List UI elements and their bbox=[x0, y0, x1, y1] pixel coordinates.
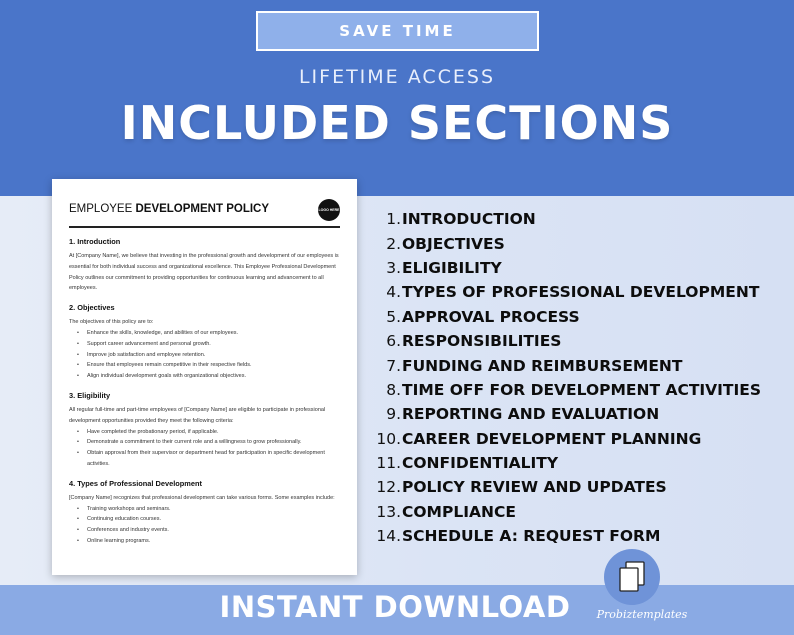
document-paragraph: At [Company Name], we believe that investing in the professional growth and development of our employees is essential for both individual success and organizational excellence. This Employee Professional Development Policy outlines our commitment to providing opportunities for continuous learning and advancement to all employees. bbox=[69, 253, 339, 292]
section-number: 2. bbox=[386, 234, 401, 253]
section-label: OBJECTIVES bbox=[402, 234, 505, 253]
section-number: 3. bbox=[386, 258, 401, 277]
document-bullet: • Demonstrate a commitment to their current role and a willingness to grow professionally. bbox=[69, 437, 340, 448]
document-bullet: • Have completed the probationary period, if applicable. bbox=[69, 427, 340, 438]
section-label: COMPLIANCE bbox=[402, 502, 516, 521]
section-label: TYPES OF PROFESSIONAL DEVELOPMENT bbox=[402, 283, 760, 302]
document-bullet: • Continuing education courses. bbox=[69, 514, 340, 525]
section-number: 9. bbox=[386, 405, 401, 424]
section-label: TIME OFF FOR DEVELOPMENT ACTIVITIES bbox=[402, 380, 762, 399]
section-number: 13. bbox=[376, 502, 401, 521]
section-list-item bbox=[372, 427, 782, 451]
section-list-item bbox=[372, 475, 782, 499]
section-number: 14. bbox=[376, 527, 401, 546]
section-label: INTRODUCTION bbox=[402, 210, 536, 229]
section-number: 7. bbox=[386, 356, 401, 375]
section-label: CONFIDENTIALITY bbox=[402, 454, 559, 473]
section-label: CAREER DEVELOPMENT PLANNING bbox=[402, 429, 702, 448]
section-list-item bbox=[372, 280, 782, 304]
document-bullet: • Ensure that employees remain competitive in their respective fields. bbox=[69, 360, 340, 371]
section-label: ELIGIBILITY bbox=[402, 258, 502, 277]
document-bullet: • Enhance the skills, knowledge, and abilities of our employees. bbox=[69, 328, 340, 339]
document-paragraph: [Company Name] recognizes that professional development can take various forms. Some examples include: bbox=[69, 494, 335, 501]
document-bullet: • Support career advancement and personal growth. bbox=[69, 339, 340, 350]
section-label: RESPONSIBILITIES bbox=[402, 332, 562, 351]
section-number: 5. bbox=[386, 307, 401, 326]
document-paragraph: The objectives of this policy are to: bbox=[69, 319, 154, 326]
document-section-heading: 3. Eligibility bbox=[69, 390, 111, 400]
save-time-badge bbox=[256, 11, 539, 51]
section-number: 6. bbox=[386, 332, 401, 351]
section-list-item bbox=[372, 402, 782, 426]
section-list-item bbox=[372, 500, 782, 524]
document-section-heading: 2. Objectives bbox=[69, 303, 115, 313]
document-section-heading: 1. Introduction bbox=[69, 237, 121, 246]
title-divider bbox=[69, 226, 340, 228]
section-list-item bbox=[372, 353, 782, 377]
section-list-item bbox=[372, 207, 782, 231]
section-number: 11. bbox=[376, 454, 401, 473]
logo-placeholder-text: LOGO HERE bbox=[318, 208, 340, 212]
document-paragraph: All regular full-time and part-time employees of [Company Name] are eligible to participate in professional development opportunities provided they meet the following criteria: bbox=[69, 406, 326, 424]
document-section-heading: 4. Types of Professional Development bbox=[69, 478, 202, 488]
included-sections-list bbox=[372, 207, 782, 548]
section-list-item bbox=[372, 451, 782, 475]
section-number: 4. bbox=[386, 283, 401, 302]
document-title-bold: DEVELOPMENT POLICY bbox=[135, 203, 270, 215]
page-title: INCLUDED SECTIONS bbox=[120, 96, 674, 150]
section-label: POLICY REVIEW AND UPDATES bbox=[402, 478, 667, 497]
section-label: REPORTING AND EVALUATION bbox=[402, 405, 660, 424]
section-label: APPROVAL PROCESS bbox=[402, 307, 580, 326]
brand-logo bbox=[604, 549, 660, 605]
document-bullet: • Online learning programs. bbox=[69, 536, 340, 547]
section-number: 10. bbox=[376, 429, 401, 448]
lifetime-access-label: LIFETIME ACCESS bbox=[298, 66, 496, 88]
instant-download-label: INSTANT DOWNLOAD bbox=[219, 590, 571, 624]
document-body bbox=[69, 237, 340, 547]
section-number: 8. bbox=[386, 380, 401, 399]
section-label: SCHEDULE A: REQUEST FORM bbox=[402, 527, 661, 546]
section-list-item bbox=[372, 231, 782, 255]
document-bullet: • Obtain approval from their supervisor or department head for participation in specific development activities. bbox=[69, 448, 340, 470]
section-number: 12. bbox=[376, 478, 401, 497]
section-list-item bbox=[372, 524, 782, 548]
document-bullet: • Training workshops and seminars. bbox=[69, 504, 340, 515]
documents-icon bbox=[615, 559, 649, 595]
section-label: FUNDING AND REIMBURSEMENT bbox=[402, 356, 683, 375]
section-list-item bbox=[372, 329, 782, 353]
section-number: 1. bbox=[386, 210, 401, 229]
document-bullet: • Align individual development goals with organizational objectives. bbox=[69, 371, 340, 382]
document-title bbox=[69, 203, 269, 215]
section-list-item bbox=[372, 305, 782, 329]
brand-name: Probiztemplates bbox=[596, 608, 688, 621]
document-preview bbox=[52, 179, 357, 575]
section-list-item bbox=[372, 378, 782, 402]
section-list-item bbox=[372, 256, 782, 280]
document-title-prefix: EMPLOYEE bbox=[69, 203, 136, 215]
logo-placeholder bbox=[318, 199, 340, 221]
save-time-label: SAVE TIME bbox=[339, 22, 456, 40]
document-bullet: • Improve job satisfaction and employee retention. bbox=[69, 350, 340, 361]
document-bullet: • Conferences and industry events. bbox=[69, 525, 340, 536]
